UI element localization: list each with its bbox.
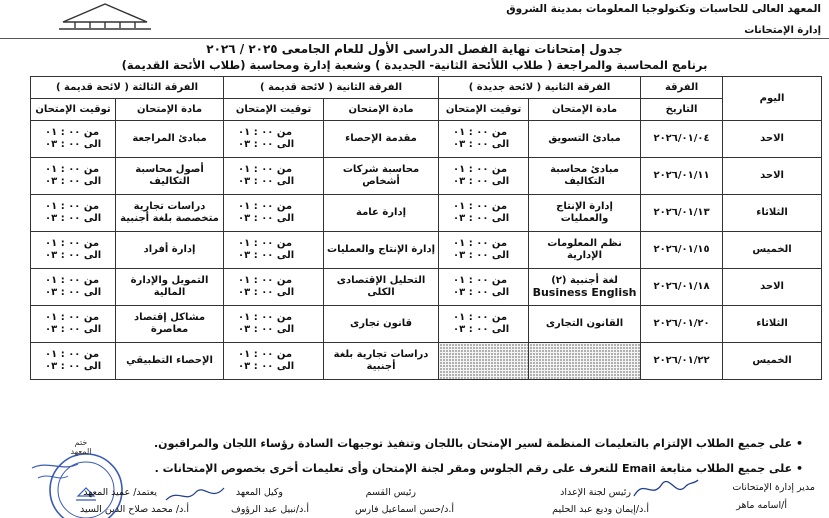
time-to: الى ٠٠ : ٠٣: [45, 324, 102, 335]
empty-time-cell: [439, 343, 529, 380]
subject-cell: مقدمة الإحصاء: [324, 121, 439, 158]
group-header: الفرقة الثانية ( لائحة قديمة ): [224, 77, 439, 99]
subject-line: لغة أجنبية (٢): [551, 275, 618, 286]
time-header: توقيت الإمتحان: [31, 99, 116, 121]
time-to: الى ٠٠ : ٠٣: [238, 250, 295, 261]
time-to: الى ٠٠ : ٠٣: [238, 176, 295, 187]
signature-name: أ.د/ محمد صلاح الدين السيد: [80, 504, 189, 515]
time-cell: [31, 269, 116, 306]
time-from: من ٠٠ : ٠١: [238, 238, 293, 249]
day-cell: الخميس: [723, 343, 822, 380]
exam-schedule-table: [30, 76, 822, 380]
time-from: من ٠٠ : ٠١: [238, 127, 293, 138]
group-header: الفرقة الثانية ( لائحة جديدة ): [439, 77, 641, 99]
time-from: من ٠٠ : ٠١: [238, 201, 293, 212]
header-divider: [0, 38, 829, 39]
date-cell: ٢٠٢٦/٠١/٢٢: [641, 343, 723, 380]
time-to: الى ٠٠ : ٠٣: [45, 176, 102, 187]
time-to: الى ٠٠ : ٠٣: [45, 139, 102, 150]
time-from: من ٠٠ : ٠١: [238, 164, 293, 175]
subject-header: مادة الإمتحان: [324, 99, 439, 121]
time-from: من ٠٠ : ٠١: [453, 164, 508, 175]
time-cell: [31, 195, 116, 232]
time-from: من ٠٠ : ٠١: [45, 127, 100, 138]
date-cell: ٢٠٢٦/٠١/١٥: [641, 232, 723, 269]
date-cell: ٢٠٢٦/٠١/٢٠: [641, 306, 723, 343]
signature-title: رئيس لجنة الإعداد: [560, 487, 631, 498]
subject-cell: نظم المعلومات الإدارية: [529, 232, 641, 269]
time-to: الى ٠٠ : ٠٣: [453, 176, 510, 187]
date-header: التاريخ: [641, 99, 723, 121]
schedule-title: جدول إمتحانات نهاية الفصل الدراسى الأول للعام الجامعى ٢٠٢٥ / ٢٠٢٦: [206, 42, 623, 56]
subject-cell: قانون تجارى: [324, 306, 439, 343]
instruction-note: • على جميع الطلاب متابعة Email للتعرف على رقم الجلوس ومقر لجنة الإمتحان وأى تعليمات أخرى بخصوص الإمتحانات .: [154, 462, 803, 475]
subject-cell: مبادئ محاسبة التكاليف: [529, 158, 641, 195]
time-from: من ٠٠ : ٠١: [45, 275, 100, 286]
time-header: توقيت الإمتحان: [439, 99, 529, 121]
handwritten-signature: [630, 472, 700, 502]
time-to: الى ٠٠ : ٠٣: [453, 324, 510, 335]
table-row: [31, 158, 822, 195]
time-to: الى ٠٠ : ٠٣: [453, 139, 510, 150]
time-cell: [439, 306, 529, 343]
time-cell: [439, 158, 529, 195]
table-row: [31, 306, 822, 343]
date-cell: ٢٠٢٦/٠١/٠٤: [641, 121, 723, 158]
table-row: [31, 269, 822, 306]
schedule-subtitle: برنامج المحاسبة والمراجعة ( طلاب اللأئحة الثانية- الجديدة ) وشعبة إدارة ومحاسبة (طلاب الأئحة القديمة): [121, 58, 708, 72]
handwritten-signature: [160, 478, 230, 508]
day-header: اليوم: [723, 77, 822, 121]
time-from: من ٠٠ : ٠١: [453, 275, 508, 286]
time-to: الى ٠٠ : ٠٣: [453, 250, 510, 261]
time-from: من ٠٠ : ٠١: [453, 201, 508, 212]
subject-header: مادة الإمتحان: [116, 99, 224, 121]
subject-cell: محاسبة شركات أشخاص: [324, 158, 439, 195]
day-cell: الثلاثاء: [723, 306, 822, 343]
signature-title: وكيل المعهد: [235, 487, 283, 498]
table-row: [31, 232, 822, 269]
note-text: على جميع الطلاب الإلتزام بالتعليمات المنظمة لسير الإمتحان باللجان وتنفيذ توجيهات السادة رؤساء اللجان والمراقبون.: [154, 437, 793, 450]
date-cell: ٢٠٢٦/٠١/١٣: [641, 195, 723, 232]
day-cell: الاحد: [723, 158, 822, 195]
subject-cell: إدارة الإنتاج والعمليات: [324, 232, 439, 269]
time-from: من ٠٠ : ٠١: [45, 312, 100, 323]
time-cell: [224, 195, 324, 232]
subject-cell: دراسات تجارية متخصصة بلغة أجنبية: [116, 195, 224, 232]
subject-cell: إدارة عامة: [324, 195, 439, 232]
signature-name: أ/اسامه ماهر: [736, 500, 787, 511]
group-header: الفرقة الثالثة ( لائحة قديمة ): [31, 77, 224, 99]
table-row: [31, 121, 822, 158]
time-cell: [31, 121, 116, 158]
time-from: من ٠٠ : ٠١: [453, 127, 508, 138]
signature-title: يعتمد/ عميد المعهد: [83, 487, 157, 498]
time-to: الى ٠٠ : ٠٣: [238, 287, 295, 298]
time-cell: [224, 269, 324, 306]
date-cell: ٢٠٢٦/٠١/١٨: [641, 269, 723, 306]
time-from: من ٠٠ : ٠١: [45, 349, 100, 360]
time-to: الى ٠٠ : ٠٣: [238, 361, 295, 372]
time-cell: [224, 121, 324, 158]
day-cell: الثلاثاء: [723, 195, 822, 232]
signature-name: أ.د/نبيل عبد الرؤوف: [230, 504, 309, 515]
table-row: [31, 343, 822, 380]
signature-title: رئيس القسم: [365, 487, 416, 498]
subject-cell: أصول محاسبة التكاليف: [116, 158, 224, 195]
level-header: الفرقة: [641, 77, 723, 99]
empty-subject-cell: [529, 343, 641, 380]
subheader-row: [31, 99, 822, 121]
time-from: من ٠٠ : ٠١: [238, 349, 293, 360]
time-from: من ٠٠ : ٠١: [238, 275, 293, 286]
time-cell: [224, 343, 324, 380]
instruction-note: • على جميع الطلاب الإلتزام بالتعليمات المنظمة لسير الإمتحان باللجان وتنفيذ توجيهات السادة رؤساء اللجان والمراقبون.: [154, 437, 803, 450]
time-from: من ٠٠ : ٠١: [238, 312, 293, 323]
time-cell: [224, 158, 324, 195]
subject-cell: التحليل الإقتصادى الكلى: [324, 269, 439, 306]
time-to: الى ٠٠ : ٠٣: [238, 139, 295, 150]
signature-title: مدير إدارة الإمتحانات: [732, 482, 815, 493]
time-cell: [31, 343, 116, 380]
time-from: من ٠٠ : ٠١: [453, 238, 508, 249]
time-to: الى ٠٠ : ٠٣: [453, 213, 510, 224]
signature-name: أ.د/إيمان وديع عبد الحليم: [552, 504, 649, 515]
institute-logo: [55, 0, 155, 30]
stamp-label: ختم المعهد: [70, 438, 92, 456]
table-row: [31, 195, 822, 232]
subject-cell: القانون التجارى: [529, 306, 641, 343]
time-from: من ٠٠ : ٠١: [45, 164, 100, 175]
subject-cell: مبادئ المراجعة: [116, 121, 224, 158]
time-cell: [439, 232, 529, 269]
time-to: الى ٠٠ : ٠٣: [453, 287, 510, 298]
day-cell: الاحد: [723, 269, 822, 306]
subject-cell: التمويل والإدارة المالية: [116, 269, 224, 306]
date-cell: ٢٠٢٦/٠١/١١: [641, 158, 723, 195]
subject-cell: دراسات تجارية بلغة أجنبية: [324, 343, 439, 380]
time-header: توقيت الإمتحان: [224, 99, 324, 121]
subject-cell: إدارة أفراد: [116, 232, 224, 269]
time-cell: [439, 121, 529, 158]
time-cell: [224, 232, 324, 269]
group-header-row: [31, 77, 822, 99]
time-to: الى ٠٠ : ٠٣: [45, 250, 102, 261]
time-cell: [224, 306, 324, 343]
time-cell: [31, 306, 116, 343]
time-from: من ٠٠ : ٠١: [45, 238, 100, 249]
time-from: من ٠٠ : ٠١: [453, 312, 508, 323]
time-cell: [439, 195, 529, 232]
time-to: الى ٠٠ : ٠٣: [45, 213, 102, 224]
day-cell: الخميس: [723, 232, 822, 269]
note-text: على جميع الطلاب متابعة Email للتعرف على رقم الجلوس ومقر لجنة الإمتحان وأى تعليمات أخرى بخصوص الإمتحانات .: [154, 462, 793, 475]
subject-cell: مبادئ التسويق: [529, 121, 641, 158]
day-cell: الاحد: [723, 121, 822, 158]
time-cell: [31, 158, 116, 195]
institution-name: المعهد العالى للحاسبات وتكنولوجيا المعلومات بمدينة الشروق: [506, 3, 821, 15]
time-to: الى ٠٠ : ٠٣: [45, 287, 102, 298]
subject-cell: [529, 269, 641, 306]
time-from: من ٠٠ : ٠١: [45, 201, 100, 212]
subject-line-english: Business English: [532, 286, 637, 299]
signature-name: أ.د/حسن اسماعيل فارس: [354, 504, 454, 515]
subject-cell: الإحصاء التطبيقي: [116, 343, 224, 380]
time-cell: [31, 232, 116, 269]
subject-cell: إدارة الإنتاج والعمليات: [529, 195, 641, 232]
department-name: إدارة الإمتحانات: [744, 25, 821, 36]
subject-header: مادة الإمتحان: [529, 99, 641, 121]
time-cell: [439, 269, 529, 306]
time-to: الى ٠٠ : ٠٣: [45, 361, 102, 372]
subject-cell: مشاكل إقتصاد معاصرة: [116, 306, 224, 343]
time-to: الى ٠٠ : ٠٣: [238, 213, 295, 224]
time-to: الى ٠٠ : ٠٣: [238, 324, 295, 335]
